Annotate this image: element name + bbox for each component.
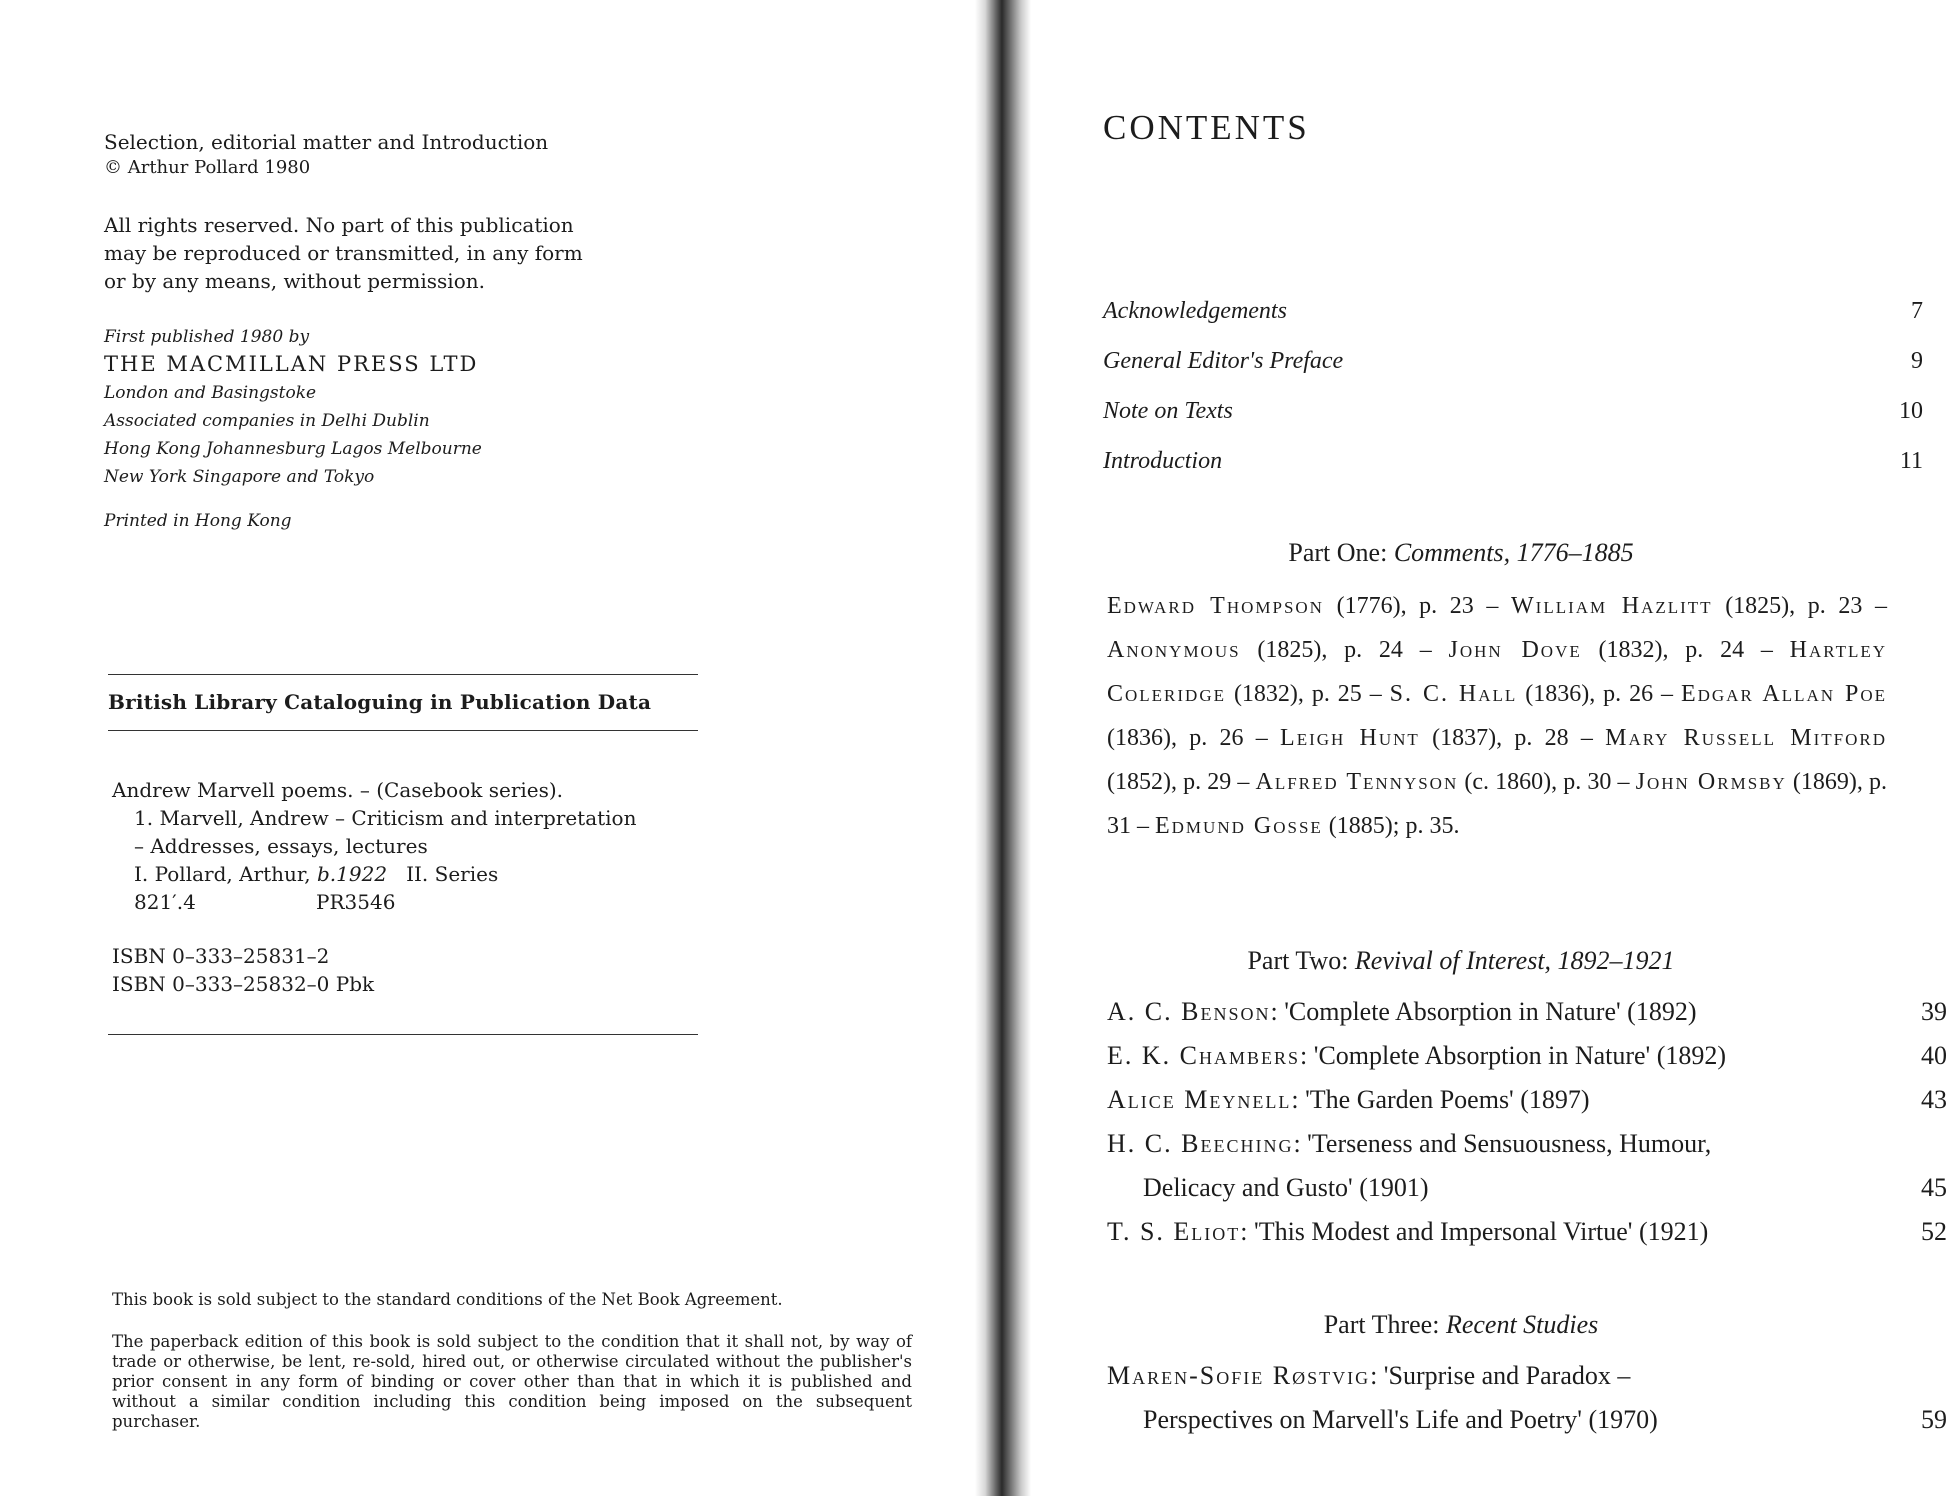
author-name: H. C. Beeching	[1107, 1129, 1294, 1158]
cip-line	[112, 888, 636, 916]
part-one-heading	[1031, 538, 1891, 568]
toc-item[interactable]	[1103, 348, 1923, 382]
rights-line: or by any means, without permission.	[104, 269, 485, 293]
toc-entry-continued[interactable]	[1107, 1166, 1947, 1210]
toc-entry[interactable]	[1107, 1078, 1947, 1122]
entry-page: 52	[1921, 1217, 1947, 1246]
toc-entry[interactable]	[1107, 1354, 1947, 1398]
publisher-block	[104, 326, 482, 491]
part-label: Part One:	[1288, 538, 1394, 567]
divider	[108, 674, 698, 675]
part-three-heading	[1031, 1310, 1891, 1340]
printed-in: Printed in Hong Kong	[104, 511, 292, 531]
cip-line: – Addresses, essays, lectures	[134, 834, 428, 858]
part-one-entries	[1107, 584, 1887, 848]
cip-text: II. Series	[387, 862, 499, 886]
author-name: Alfred Tennyson	[1255, 769, 1459, 795]
cip-text: I. Pollard, Arthur,	[134, 862, 317, 886]
publisher-location: New York Singapore and Tokyo	[104, 467, 375, 487]
copyright-line: Selection, editorial matter and Introduction	[104, 130, 549, 154]
entry-ref: (1837), p. 28 –	[1419, 725, 1606, 751]
part-label: Part Three:	[1323, 1310, 1446, 1339]
part-label: Part Two:	[1247, 946, 1355, 975]
entry-ref: (1776), p. 23 –	[1323, 593, 1512, 619]
toc-entry[interactable]	[1107, 1034, 1947, 1078]
cip-record	[112, 776, 636, 916]
author-name: Maren-Sofie Røstvig	[1107, 1361, 1371, 1390]
part-title: Comments, 1776–1885	[1393, 538, 1634, 567]
cip-line: Andrew Marvell poems. – (Casebook series).	[112, 778, 564, 802]
author-name: Edgar Allan Poe	[1680, 681, 1887, 707]
toc-item-title: Note on Texts	[1103, 398, 1233, 424]
toc-item-page: 9	[1911, 348, 1923, 374]
author-name: Alice Meynell	[1107, 1085, 1292, 1114]
divider	[108, 730, 698, 731]
entry-page: 40	[1921, 1041, 1947, 1070]
toc-item-title: Introduction	[1103, 448, 1223, 474]
entry-ref: (1869), p. 31 –	[1107, 769, 1888, 839]
entry-title: Perspectives on Marvell's Life and Poetry' (1970)	[1143, 1405, 1658, 1434]
entry-ref: (1825), p. 24 –	[1240, 637, 1449, 663]
copyright-page	[0, 0, 975, 1496]
entry-title: Delicacy and Gusto' (1901)	[1143, 1173, 1429, 1202]
toc-entry[interactable]	[1107, 990, 1947, 1034]
entry-page: 59	[1921, 1405, 1947, 1434]
cip-heading: British Library Cataloguing in Publication Data	[108, 690, 652, 714]
entry-page: 39	[1921, 997, 1947, 1026]
author-name: Mary Russell Mitford	[1605, 725, 1888, 751]
rights-statement	[104, 211, 583, 295]
cip-class-number: 821′.4	[134, 890, 196, 914]
part-two-heading	[1031, 946, 1891, 976]
isbn-line: ISBN 0–333–25831–2	[112, 944, 330, 968]
publisher-location: Associated companies in Delhi Dublin	[104, 411, 430, 431]
part-title: Revival of Interest, 1892–1921	[1354, 946, 1675, 975]
toc-entry-continued[interactable]	[1107, 1398, 1947, 1442]
entry-ref: (1832), p. 24 –	[1581, 637, 1790, 663]
toc-item[interactable]	[1103, 448, 1923, 482]
author-name: Hartley Coleridge	[1107, 637, 1888, 707]
toc-item-title: Acknowledgements	[1103, 298, 1287, 324]
cip-line	[112, 860, 636, 888]
entry-title: : 'Complete Absorption in Nature' (1892)	[1270, 997, 1697, 1026]
copyright-holder: © Arthur Pollard 1980	[104, 157, 311, 178]
part-title: Recent Studies	[1445, 1310, 1599, 1339]
entry-title: : 'Terseness and Sensuousness, Humour,	[1293, 1129, 1712, 1158]
entry-ref: (1885); p. 35.	[1322, 813, 1460, 839]
toc-item[interactable]	[1103, 298, 1923, 332]
author-name: Leigh Hunt	[1280, 725, 1420, 751]
author-name: Edward Thompson	[1107, 593, 1324, 619]
entry-ref: (1832), p. 25 –	[1226, 681, 1390, 707]
entry-title: : 'Surprise and Paradox –	[1370, 1361, 1631, 1390]
toc-entry[interactable]	[1107, 1122, 1947, 1166]
author-name: A. C. Benson	[1107, 997, 1271, 1026]
entry-ref: (1825), p. 23 –	[1712, 593, 1888, 619]
publisher-location: London and Basingstoke	[104, 383, 317, 403]
entry-title: : 'This Modest and Impersonal Virtue' (1921)	[1240, 1217, 1709, 1246]
page-title: CONTENTS	[1103, 108, 1310, 147]
toc-item-page: 7	[1911, 298, 1923, 324]
book-gutter	[975, 0, 1031, 1496]
toc-item-title: General Editor's Preface	[1103, 348, 1344, 374]
author-name: E. K. Chambers	[1107, 1041, 1301, 1070]
rights-line: All rights reserved. No part of this publication	[104, 213, 574, 237]
author-name: John Ormsby	[1635, 769, 1787, 795]
isbn-block	[112, 942, 374, 998]
author-name: Anonymous	[1107, 637, 1241, 663]
entry-title: : 'The Garden Poems' (1897)	[1291, 1085, 1590, 1114]
toc-item[interactable]	[1103, 398, 1923, 432]
publisher-name: THE MACMILLAN PRESS LTD	[104, 352, 479, 376]
rights-line: may be reproduced or transmitted, in any form	[104, 241, 583, 265]
contents-page	[1031, 0, 1959, 1496]
author-name: William Hazlitt	[1511, 593, 1713, 619]
toc-item-page: 10	[1899, 398, 1923, 424]
author-name: T. S. Eliot	[1107, 1217, 1241, 1246]
copyright-block	[104, 128, 548, 179]
author-name: S. C. Hall	[1389, 681, 1518, 707]
entry-title: : 'Complete Absorption in Nature' (1892)	[1300, 1041, 1727, 1070]
author-name: Edmund Gosse	[1155, 813, 1323, 839]
cip-lc-number: PR3546	[316, 890, 396, 914]
toc-item-page: 11	[1899, 448, 1923, 474]
toc-entry[interactable]	[1107, 1210, 1947, 1254]
entry-ref: (1836), p. 26 –	[1107, 725, 1281, 751]
first-published: First published 1980 by	[104, 327, 310, 347]
isbn-line: ISBN 0–333–25832–0 Pbk	[112, 972, 375, 996]
entry-page: 43	[1921, 1085, 1947, 1114]
divider	[108, 1034, 698, 1035]
net-book-notice: This book is sold subject to the standard conditions of the Net Book Agreement.	[112, 1290, 783, 1309]
cip-line: 1. Marvell, Andrew – Criticism and interpretation	[134, 806, 637, 830]
entry-ref: (1836), p. 26 –	[1517, 681, 1681, 707]
publisher-location: Hong Kong Johannesburg Lagos Melbourne	[104, 439, 482, 459]
entry-ref: (c. 1860), p. 30 –	[1458, 769, 1636, 795]
entry-page: 45	[1921, 1173, 1947, 1202]
author-name: John Dove	[1448, 637, 1582, 663]
entry-ref: (1852), p. 29 –	[1107, 769, 1256, 795]
paperback-notice: The paperback edition of this book is sold subject to the condition that it shall not, by way of trade or otherwise, be lent, re-sold, hired out, or otherwise circulated without the publisher's prior consent in any form of binding or cover other than that in which it is published and without a similar condition including this condition being imposed on the subsequent purchaser.	[112, 1332, 912, 1431]
cip-text: b.1922	[316, 862, 388, 886]
